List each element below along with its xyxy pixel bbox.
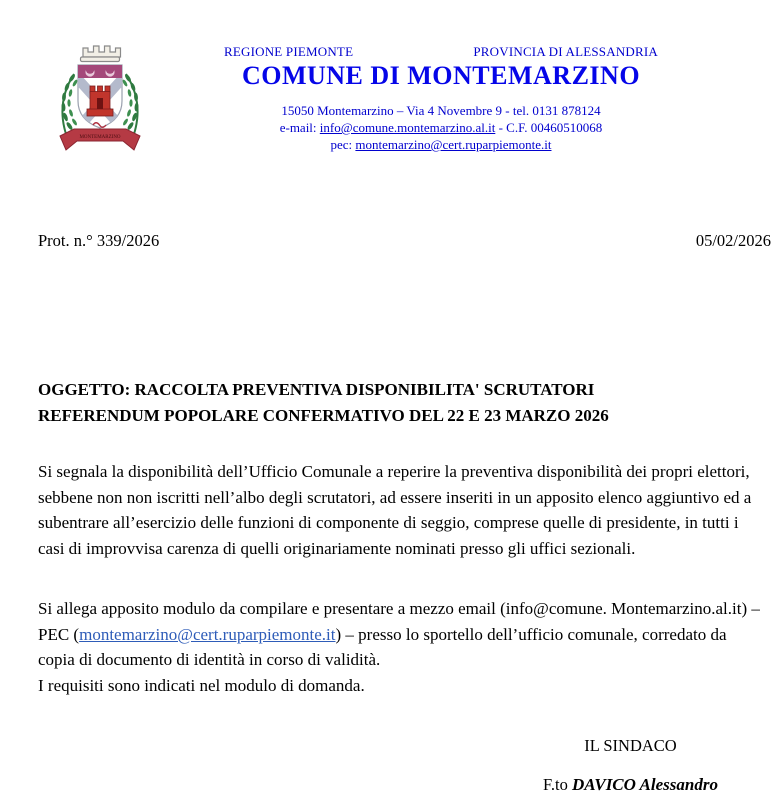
email-line [224, 119, 658, 136]
pec-line [224, 136, 658, 153]
signature-line [488, 775, 773, 795]
region-label: REGIONE PIEMONTE [224, 44, 354, 59]
protocol-number: Prot. n.° 339/2026 [38, 231, 160, 250]
paragraph-2-text [38, 596, 766, 673]
crown-icon [81, 46, 121, 62]
signer-role: IL SINDACO [584, 736, 677, 755]
ribbon-icon [60, 129, 140, 150]
subject-line-1: OGGETTO: RACCOLTA PREVENTIVA DISPONIBILITA' SCRUTATORI [38, 380, 595, 399]
commune-title: COMUNE DI MONTEMARZINO [241, 61, 641, 90]
document-date: 05/02/2026 [695, 231, 771, 250]
signature-block [488, 736, 773, 795]
paragraph-2-after: ) – presso lo sportello dell’ufficio comunale, corredato da copia di documento di identità in corso di validità. [38, 624, 727, 670]
address-line: 15050 Montemarzino – Via 4 Novembre 9 - tel. 0131 878124 [281, 103, 601, 118]
coat-of-arms-icon [44, 36, 156, 164]
paragraph-2-last-line: I requisiti sono indicati nel modulo di domanda. [38, 675, 365, 695]
pec-link[interactable]: montemarzino@cert.ruparpiemonte.it [355, 137, 552, 152]
body-paragraph-1: Si segnala la disponibilità dell’Ufficio Comunale a reperire la preventiva disponibilità dei propri elettori, sebbene non non iscritti nell’albo degli scrutatori, ad essere inseriti in un apposito elenco aggiuntivo ed a subentrare all’esercizio delle funzioni di componente di seggio, comprese quelle di presidente, in tutti i casi di improvvisa carenza di quelli originariamente nominati presso gli uffici sezionali. [38, 462, 752, 558]
letterhead [224, 44, 658, 153]
paragraph-2-before: Si allega apposito modulo da compilare e presentare a mezzo email (info@comune. Montemarzino.al.it) – PEC ( [38, 599, 760, 644]
signed-prefix: F.to [543, 775, 572, 794]
pec-body-link[interactable]: montemarzino@cert.ruparpiemonte.it [79, 624, 336, 644]
email-label: e-mail: [279, 120, 320, 135]
pec-label: pec: [330, 137, 356, 152]
subject-line-2: REFERENDUM POPOLARE CONFERMATIVO DEL 22 E 23 MARZO 2026 [38, 406, 609, 425]
crest-motto: MONTEMARZINO [79, 135, 121, 140]
email-link[interactable]: info@comune.montemarzino.al.it [319, 120, 496, 135]
signer-name: DAVICO Alessandro [572, 775, 718, 794]
province-label: PROVINCIA DI ALESSANDRIA [473, 44, 658, 59]
cf-label: - C.F. 00460510068 [495, 120, 603, 135]
subject-heading [38, 377, 760, 429]
body-paragraph-2 [38, 596, 766, 698]
protocol-row [38, 231, 771, 251]
